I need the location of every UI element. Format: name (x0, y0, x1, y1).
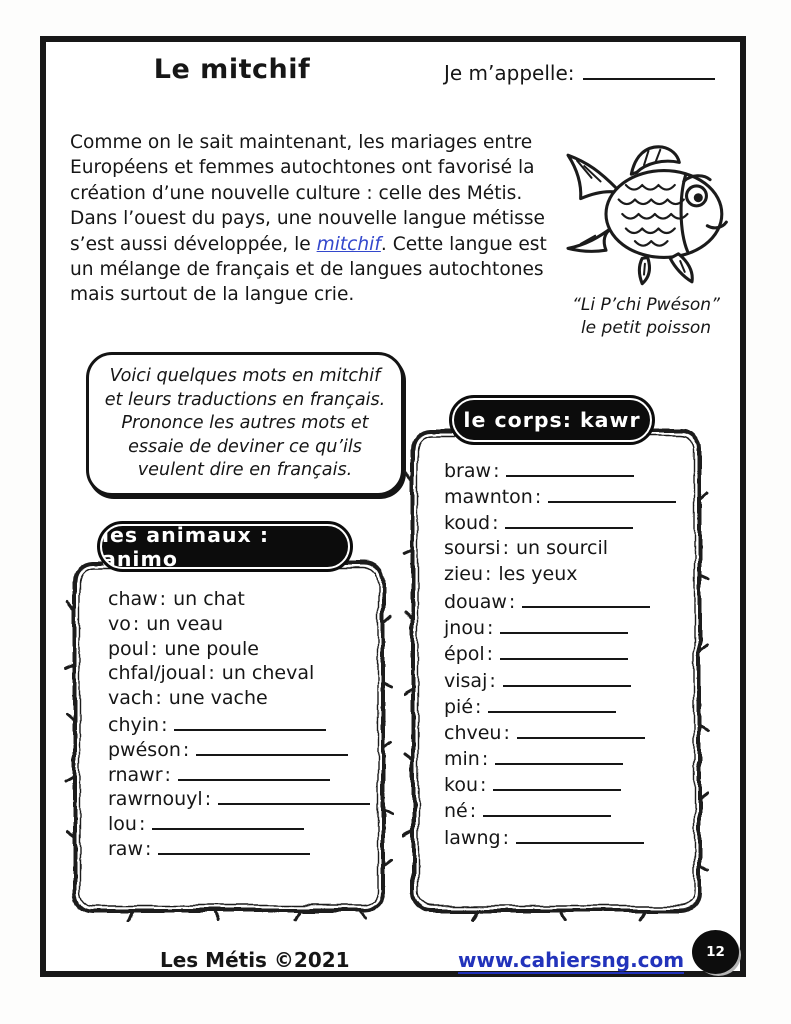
colon: : (182, 738, 190, 761)
word-row (108, 786, 388, 811)
colon: : (489, 669, 496, 692)
michif-word: chfal/joual (108, 662, 207, 685)
name-input-line[interactable] (583, 60, 715, 80)
colon: : (161, 713, 168, 736)
word-row (108, 762, 388, 787)
colon: : (481, 748, 489, 771)
michif-word: min (444, 748, 480, 771)
colon: : (508, 590, 516, 613)
michif-word: raw (108, 837, 143, 860)
page-number-badge: 12 (692, 930, 739, 974)
answer-blank[interactable] (506, 458, 634, 477)
answer-blank[interactable] (196, 737, 348, 756)
word-row (108, 588, 388, 613)
michif-word: pié (444, 695, 474, 718)
footer-website-link[interactable]: www.cahiersng.com (458, 948, 685, 972)
word-row (108, 811, 388, 836)
translation: une poule (164, 637, 259, 660)
answer-blank[interactable] (158, 836, 310, 855)
translation: les yeux (498, 562, 578, 585)
answer-blank[interactable] (493, 772, 621, 791)
michif-word: zieu (444, 562, 483, 585)
colon: : (469, 800, 477, 823)
michif-word: koud (444, 512, 491, 535)
translation: une vache (168, 687, 268, 710)
michif-word: chyin (108, 713, 160, 736)
colon: : (145, 837, 152, 860)
colon: : (493, 460, 500, 482)
fish-caption-michif: “Li P’chi Pwéson” (572, 295, 720, 315)
worksheet-page (40, 36, 746, 977)
colon: : (492, 512, 499, 535)
intro-paragraph (70, 130, 564, 308)
word-row (108, 613, 388, 638)
word-row (444, 720, 704, 746)
body-box-header: le corps: kawr (452, 398, 652, 442)
word-row (444, 563, 704, 589)
translation: un veau (146, 612, 224, 635)
colon: : (138, 813, 146, 836)
answer-blank[interactable] (517, 720, 645, 739)
translation: un chat (173, 588, 245, 610)
colon: : (486, 643, 494, 666)
colon: : (480, 774, 487, 797)
word-row (108, 712, 388, 737)
word-row (444, 772, 704, 798)
colon: : (155, 687, 162, 710)
fish-icon (552, 138, 736, 290)
word-row (444, 615, 704, 641)
colon: : (475, 695, 482, 718)
answer-blank[interactable] (178, 762, 330, 781)
answer-blank[interactable] (548, 484, 676, 503)
word-row (444, 798, 704, 824)
michif-word: chveu (444, 721, 502, 744)
answer-blank[interactable] (483, 798, 611, 817)
word-row (108, 836, 388, 861)
answer-blank[interactable] (500, 641, 628, 660)
colon: : (151, 637, 158, 660)
translation: un sourcil (515, 536, 609, 559)
colon: : (534, 486, 542, 509)
word-row (444, 537, 704, 563)
michif-word: lou (108, 813, 137, 836)
intro-text-before: Comme on le sait maintenant, les mariages entre Européens et femmes autochtones ont favorisé la création d’une nouvelle culture : celle des Métis. Dans l’ouest du pays, une nouvelle langue métisse s’est aussi développée, le (70, 132, 545, 255)
word-row (108, 638, 388, 663)
fish-caption (540, 294, 752, 340)
michif-word: vach (108, 687, 154, 710)
animals-box-header: les animaux : animo (100, 524, 350, 569)
michif-word: rawrnouyl (108, 788, 203, 811)
answer-blank[interactable] (505, 510, 633, 529)
word-row (444, 825, 704, 851)
answer-blank[interactable] (152, 811, 304, 830)
michif-word: kou (444, 774, 478, 797)
colon: : (503, 721, 510, 744)
instructions-box: Voici quelques mots en mitchif et leurs traductions en français. Prononce les autres mots et essaie de deviner ce qu’ils veulent dire en français. (86, 352, 404, 496)
michif-word: soursi (444, 536, 501, 559)
colon: : (487, 617, 494, 640)
michif-word: vo (108, 612, 131, 635)
michif-word: braw (444, 460, 492, 482)
answer-blank[interactable] (495, 746, 623, 765)
word-row (444, 458, 704, 484)
michif-word: visaj (444, 669, 488, 692)
word-row (444, 746, 704, 772)
answer-blank[interactable] (174, 712, 326, 731)
michif-word: mawnton (444, 486, 533, 509)
answer-blank[interactable] (500, 615, 628, 634)
name-label: Je m’appelle: (444, 61, 575, 85)
word-row (444, 589, 704, 615)
colon: : (208, 662, 215, 685)
word-row (108, 662, 388, 687)
michif-word: pwéson (108, 738, 181, 761)
word-row (444, 484, 704, 510)
michif-word: jnou (444, 617, 485, 640)
colon: : (502, 826, 509, 849)
answer-blank[interactable] (218, 786, 370, 805)
colon: : (502, 536, 509, 559)
word-row (108, 687, 388, 712)
name-field (444, 60, 715, 85)
colon: : (204, 788, 212, 811)
michif-word: douaw (444, 590, 507, 613)
answer-blank[interactable] (488, 694, 616, 713)
colon: : (159, 588, 167, 610)
word-row (108, 737, 388, 762)
footer-copyright: Les Métis ©2021 (160, 948, 350, 972)
intro-text-after: . Cette langue est un mélange de français et de langues autochtones mais surtout de la langue crie. (70, 233, 547, 306)
answer-blank[interactable] (516, 825, 644, 844)
answer-blank[interactable] (503, 668, 631, 687)
word-row (444, 694, 704, 720)
michif-word: poul (108, 637, 150, 660)
word-row (444, 641, 704, 667)
michif-word: lawng (444, 826, 501, 849)
word-row (444, 510, 704, 536)
michif-word: né (444, 800, 468, 823)
colon: : (132, 612, 140, 635)
fish-caption-french: le petit poisson (580, 318, 712, 338)
mitchif-link[interactable]: mitchif (316, 233, 381, 255)
page-title: Le mitchif (153, 54, 311, 85)
michif-word: rnawr (108, 763, 163, 786)
michif-word: épol (444, 643, 485, 666)
word-row (444, 668, 704, 694)
translation: un cheval (221, 662, 315, 685)
colon: : (484, 562, 492, 585)
animals-word-list (108, 588, 388, 861)
answer-blank[interactable] (522, 589, 650, 608)
michif-word: chaw (108, 588, 158, 610)
body-word-list (444, 458, 704, 851)
colon: : (164, 763, 171, 786)
